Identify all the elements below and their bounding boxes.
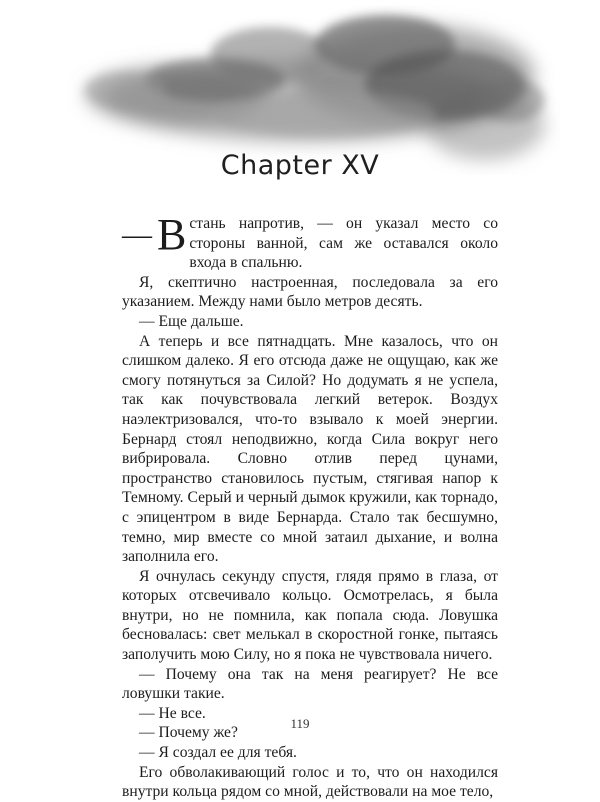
body-text <box>122 210 498 802</box>
paragraph: Я очнулась секунду спустя, глядя прямо в глаза, от которых отсвечивало кольцо. Осмотрелась, я была внутри, но не помнила, как попала сюда. Ловушка бесновалась: свет мелькал в скоростной гонке, пытаясь заполучить мою Силу, но я пока не чувствовала ничего. <box>122 567 498 664</box>
paragraph: А теперь и все пятнадцать. Мне казалось, что он слишком далеко. Я его отсюда даже не ощущаю, как же смогу потянуться за Силой? Но додумать я не успела, так как почувствовала легкий ветерок. Воздух наэлектризовался, что-то взывало к моей энергии. Бернард стоял неподвижно, когда Сила вокруг него вибрировала. Словно отлив перед цунами, пространство становилось пустым, стягивая напор к Темному. Серый и черный дымок кружили, как торнадо, с эпицентром в виде Бернарда. Стало так бесшумно, темно, мир вместе со мной затаил дыхание, и волна заполнила его. <box>122 332 498 566</box>
paragraph: Я, скептично настроенная, последовала за его указанием. Между нами было метров десять. <box>122 273 498 311</box>
page-number: 119 <box>290 716 310 731</box>
paragraph-1-text: стань напротив, — он указал место со стороны ванной, сам же оставался около входа в спальню. <box>189 215 498 272</box>
chapter-title: Chapter XV <box>220 150 380 181</box>
paragraph: Его обволакивающий голос и то, что он находился внутри кольца рядом со мной, действовали на мое тело, <box>122 763 498 801</box>
paragraph: — Не все. <box>139 704 206 722</box>
paragraph: — Почему же? <box>139 724 238 742</box>
paragraph: — Еще дальше. <box>139 312 244 330</box>
paragraph: — Я создал ее для тебя. <box>139 744 297 762</box>
paragraph-1 <box>122 210 498 273</box>
lead-dash: — <box>122 218 152 251</box>
paragraph: — Почему она так на меня реагирует? Не все ловушки такие. <box>122 665 498 703</box>
drop-cap: В <box>157 210 187 259</box>
